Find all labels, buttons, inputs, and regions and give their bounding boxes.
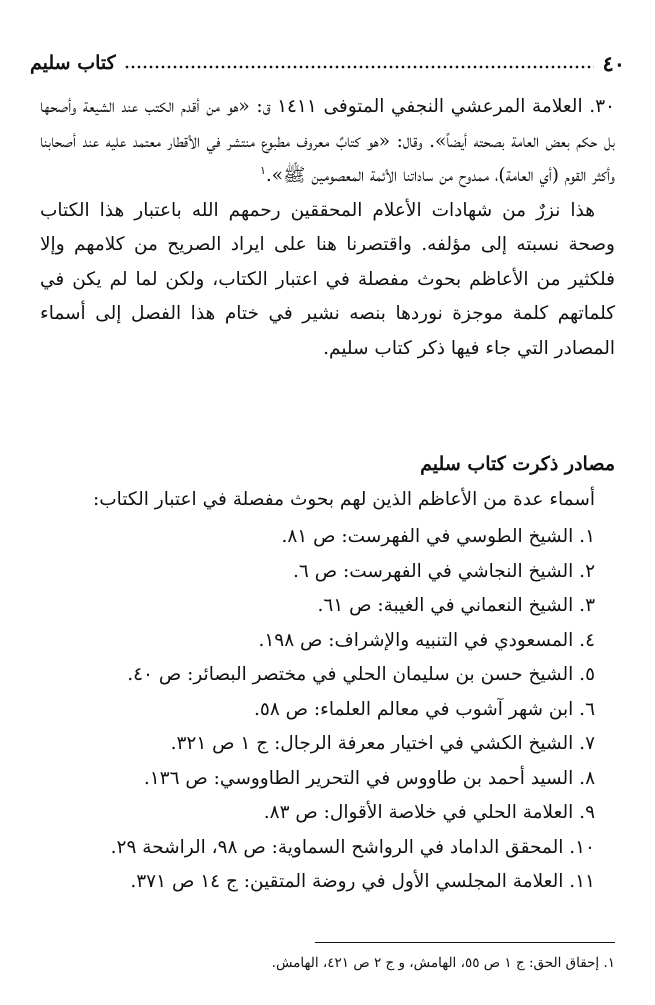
paragraph-testimonies-summary: هذا نزرٌ من شهادات الأعلام المحققين رحمهم الله باعتبار هذا الكتاب وصحة نسبته إلى مؤلفه. واقتصرنا هنا على ايراد الصريح من كلامهم وإلا فلكثير من الأعاظم بحوث مفصلة في اعتبار الكتاب، ولكن لما لم يكن في كلماتهم كلمة موجزة نوردها بنصه نشير في ختام هذا الفصل إلى أسماء المصادر التي جاء فيها ذكر كتاب سليم. xyxy=(40,199,615,359)
salutation-glyph: ﷺ xyxy=(283,165,306,186)
footnote-reference[interactable]: ١ xyxy=(259,163,266,177)
source-item: ٣. الشيخ النعماني في الغيبة: ص ٦١. xyxy=(317,595,595,616)
section-heading: مصادر ذكرت كتاب سليم xyxy=(420,453,615,475)
paragraph-item-30 xyxy=(40,90,615,194)
running-book-title: كتاب سليم xyxy=(30,52,116,74)
source-item: ٥. الشيخ حسن بن سليمان الحلي في مختصر البصائر: ص ٤٠. xyxy=(127,664,595,685)
paragraph-item-30-text: ٣٠. العلامة المرعشي النجفي المتوفى ١٤١١ ق: «هو من أقدم الكتب عند الشيعة وأصحها بل حكم بعض العامة بصحته أيضاً». وقال: «هو كتابٌ معروف مطبوع منتشر في الأقطار معتمد عليه عند أصحابنا وأكثر القوم (أي العامة)، ممدوح من ساداتنا الأئمة المعصومين xyxy=(40,96,615,186)
header-dotted-leader xyxy=(124,65,595,69)
page-number: ٤٠ xyxy=(602,50,625,76)
source-item: ١١. العلامة المجلسي الأول في روضة المتقين: ج ١٤ ص ٣٧١. xyxy=(130,871,595,892)
source-item: ١. الشيخ الطوسي في الفهرست: ص ٨١. xyxy=(281,526,595,547)
source-item: ٧. الشيخ الكشي في اختيار معرفة الرجال: ج ١ ص ٣٢١. xyxy=(170,733,595,754)
source-item: ١٠. المحقق الداماد في الرواشح السماوية: ص ٩٨، الراشحة ٢٩. xyxy=(110,836,595,858)
footnote: ١. إحقاق الحق: ج ١ ص ٥٥، الهامش، و ج ٢ ص ٤٢١، الهامش. xyxy=(271,955,615,971)
footnote-divider xyxy=(315,942,615,943)
source-item: ٨. السيد أحمد بن طاووس في التحرير الطاووسي: ص ١٣٦. xyxy=(143,767,595,789)
source-item: ٩. العلامة الحلي في خلاصة الأقوال: ص ٨٣. xyxy=(263,802,595,823)
source-item: ٢. الشيخ النجاشي في الفهرست: ص ٦. xyxy=(293,560,595,582)
main-text xyxy=(40,90,615,366)
source-item: ٦. ابن شهر آشوب في معالم العلماء: ص ٥٨. xyxy=(254,698,595,720)
source-item: ٤. المسعودي في التنبيه والإشراف: ص ١٩٨. xyxy=(258,629,595,651)
section-intro: أسماء عدة من الأعاظم الذين لهم بحوث مفصلة في اعتبار الكتاب: xyxy=(93,489,595,510)
page-header xyxy=(30,48,625,78)
paragraph-item-30-close: ». xyxy=(265,165,284,186)
sources-list xyxy=(40,520,615,900)
